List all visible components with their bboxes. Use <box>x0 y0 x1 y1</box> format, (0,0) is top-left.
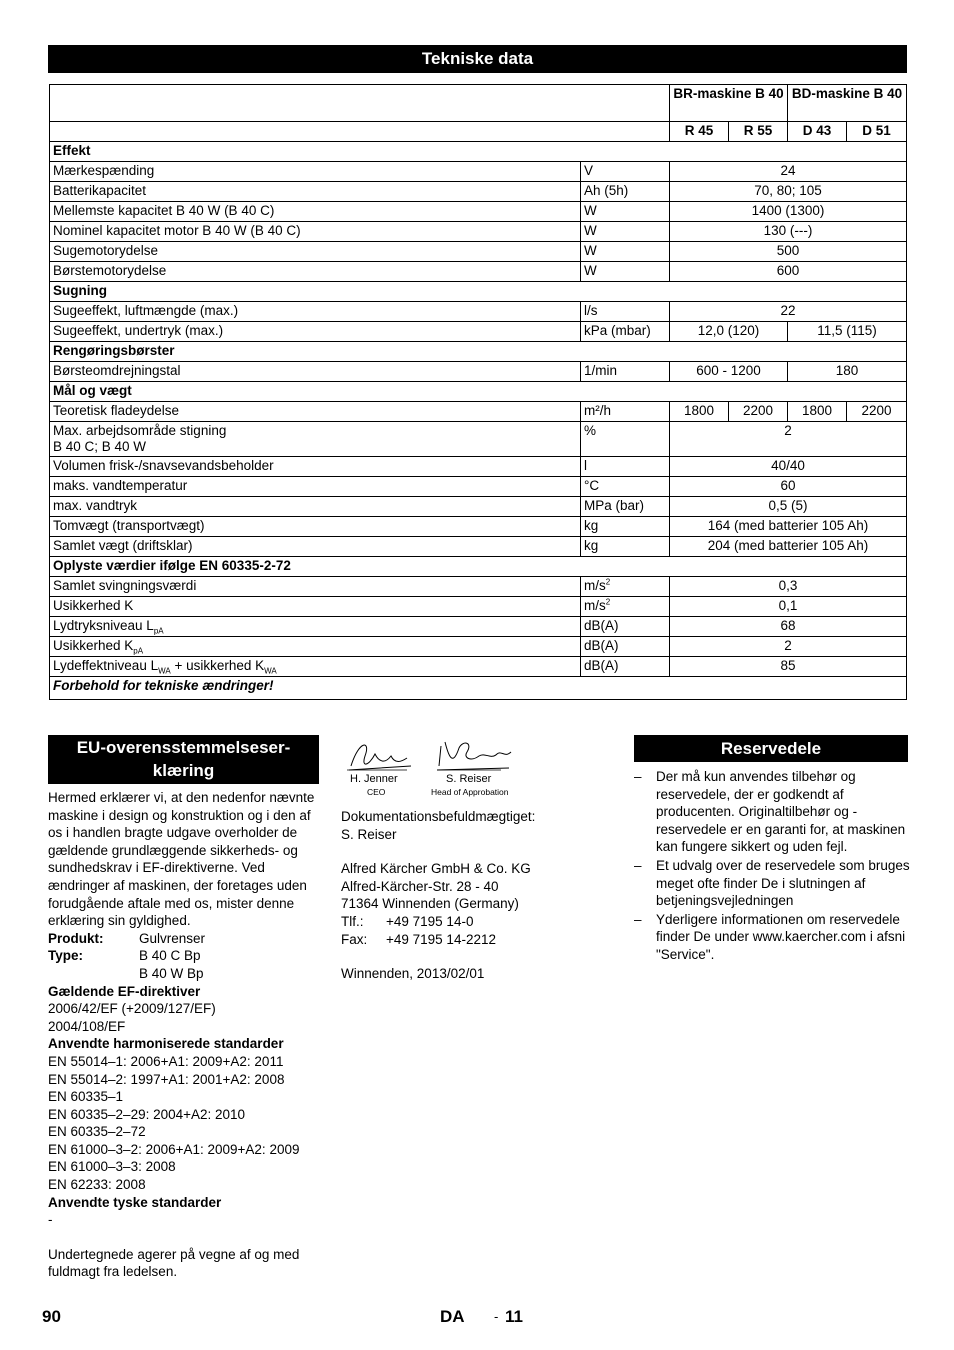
standard-item: EN 62233: 2008 <box>48 1177 146 1193</box>
table-row: Nominel kapacitet motor B 40 W (B 40 C) W 130 (---) <box>50 222 907 242</box>
page-number: 90 <box>42 1307 61 1326</box>
table-row: maks. vandtemperatur °C 60 <box>50 477 907 497</box>
table-row: Sugeeffekt, luftmængde (max.) l/s 22 <box>50 302 907 322</box>
table-row: Volumen frisk-/snavsevandsbeholder l 40/40 <box>50 457 907 477</box>
table-row: Sugeeffekt, undertryk (max.) kPa (mbar) 12,0 (120) 11,5 (115) <box>50 322 907 342</box>
standard-item: EN 55014–1: 2006+A1: 2009+A2: 2011 <box>48 1053 284 1069</box>
signature-jenner <box>349 745 411 770</box>
spare-parts-list <box>634 768 912 965</box>
signer2-name: S. Reiser <box>446 773 492 785</box>
col-group-br: BR-maskine B 40 <box>670 85 788 122</box>
table-row: Tomvægt (transportvægt) kg 164 (med batterier 105 Ah) <box>50 517 907 537</box>
signer2-role: Head of Approbation <box>431 787 509 797</box>
language-code: DA <box>440 1307 465 1326</box>
table-row: Usikkerhed $K_{pA}$ dB(A) 2 <box>50 637 907 657</box>
standard-item: EN 60335–1 <box>48 1089 124 1105</box>
section-row: Mål og vægt <box>50 382 907 402</box>
table-row: Mellemste kapacitet B 40 W (B 40 C) W 1400 (1300) <box>50 202 907 222</box>
model-d51: D 51 <box>847 122 907 142</box>
table-row: Max. arbejdsområde stigning B 40 C; B 40 W % 2 <box>50 422 907 457</box>
table-row: Samlet vægt (driftsklar) kg 204 (med batterier 105 Ah) <box>50 537 907 557</box>
table-header-row <box>50 85 907 122</box>
technical-data-table <box>49 84 907 700</box>
signer1-name: H. Jenner <box>350 773 398 785</box>
table-row: max. vandtryk MPa (bar) 0,5 (5) <box>50 497 907 517</box>
standards-heading: Anvendte harmoniserede standarder <box>48 1036 284 1052</box>
standard-item: EN 61000–3–2: 2006+A1: 2009+A2: 2009 <box>48 1141 300 1157</box>
model-r55: R 55 <box>729 122 788 142</box>
section-row: Oplyste værdier ifølge EN 60335-2-72 <box>50 557 907 577</box>
eu-declaration-text: Hermed erklærer vi, at den nedenfor nævnte maskine i design og konstruktion og i den af os i handlen bragte udgave overholder de gældende grundlæggende sikkerheds- og sundhedskrav i EF-direktiverne. Ved ændringer af maskinen, der foretages uden forudgående aftale med os, mister denne erklæring sin gyldighed. Produkt: Gulvrenser Type: B 40 C Bp B 40 W Bp Gældende EF-direktiver 2006/42/EF (+2009/127/EF) 2004/108/EF Anvendte harmoniserede standarder EN 55014–1: 2006+A1: 2009+A2: 2011 EN 55014–2: 1997+A1: 2001+A2: 2008 EN 60335–1 EN 60335–2–29: 2004+A2: 2010 EN 60335–2–72 EN 61000–3–2: 2006+A1: 2009+A2: 2009 EN 61000–3–3: 2008 EN 62233: 2008 Anvendte tyske standarder - Undertegnede agerer på vegne af og med fuldmagt fra ledelsen. <box>48 789 323 1281</box>
german-standards-heading: Anvendte tyske standarder <box>48 1194 222 1210</box>
eu-closing: Undertegnede agerer på vegne af og med fuldmagt fra ledelsen. <box>48 1246 300 1280</box>
section-title-spare-parts: Reservedele <box>634 735 908 762</box>
section-row: Rengøringsbørster <box>50 342 907 362</box>
standard-item: EN 55014–2: 1997+A1: 2001+A2: 2008 <box>48 1071 285 1087</box>
eu-intro: Hermed erklærer vi, at den nedenfor nævnte maskine i design og konstruktion og i den af os i handlen bragte udgave overholder de gældende grundlæggende sikkerheds- og sundhedskrav i EF-direktiverne. Ved ændringer af maskinen, der foretages uden forudgående aftale med os, mister denne erklæring sin gyldighed. <box>48 790 315 929</box>
signatures-block <box>341 736 531 800</box>
signature-reiser <box>437 742 511 770</box>
table-row: Sugemotorydelse W 500 <box>50 242 907 262</box>
list-item: – Yderligere informationen om reservedele finder De under www.kaercher.com i afsni "Service". <box>634 911 906 962</box>
table-row: Samlet svingningsværdi $m/s^2$ 0,3 <box>50 577 907 597</box>
table-models-row <box>50 122 907 142</box>
table-row: Mærkespænding V 24 <box>50 162 907 182</box>
standard-item: EN 60335–2–72 <box>48 1124 146 1140</box>
col-group-bd: BD-maskine B 40 <box>788 85 907 122</box>
section-title-eu-declaration: EU-overensstemmelseser- klæring <box>48 735 319 784</box>
table-row: Børstemotorydelse W 600 <box>50 262 907 282</box>
model-d43: D 43 <box>788 122 847 142</box>
local-page-number: 11 <box>505 1307 523 1326</box>
model-r45: R 45 <box>670 122 729 142</box>
table-row: Teoretisk fladeydelse m²/h 1800 2200 1800 2200 <box>50 402 907 422</box>
table-row: Lydtryksniveau $L_{pA}$ dB(A) 68 <box>50 617 907 637</box>
contact-block: Dokumentationsbefuldmægtiget: S. Reiser Alfred Kärcher GmbH & Co. KG Alfred-Kärcher-Str. 28 - 40 71364 Winnenden (Germany) Tlf.: +49 7195 14-0 Fax: +49 7195 14-2212 Winnenden, 2013/02/01 <box>341 809 536 982</box>
section-row: Effekt <box>50 142 907 162</box>
signer1-role: CEO <box>367 787 386 797</box>
list-item: – Et udvalg over de reservedele som bruges meget ofte finder De i slutningen af betjeningsvejledningen <box>634 857 910 909</box>
table-row: Børsteomdrejningstal 1/min 600 - 1200 180 <box>50 362 907 382</box>
table-row: Batterikapacitet Ah (5h) 70, 80; 105 <box>50 182 907 202</box>
directives-heading: Gældende EF-direktiver <box>48 983 201 999</box>
standard-item: EN 61000–3–3: 2008 <box>48 1159 176 1175</box>
table-row: Lydeffektniveau $L_{WA}$ + usikkerhed $K_{WA}$ dB(A) 85 <box>50 657 907 677</box>
standard-item: EN 60335–2–29: 2004+A2: 2010 <box>48 1106 246 1122</box>
section-row: Sugning <box>50 282 907 302</box>
table-row: Usikkerhed K $m/s^2$ 0,1 <box>50 597 907 617</box>
table-note-row: Forbehold for tekniske ændringer! <box>50 677 907 700</box>
section-title-technical-data: Tekniske data <box>48 45 907 73</box>
list-item: – Der må kun anvendes tilbehør og reservedele, der er godkendt af producenten. Originaltilbehør og -reservedele er en garanti for, at maskinen kan fungere sikkert og uden fejl. <box>634 769 906 855</box>
